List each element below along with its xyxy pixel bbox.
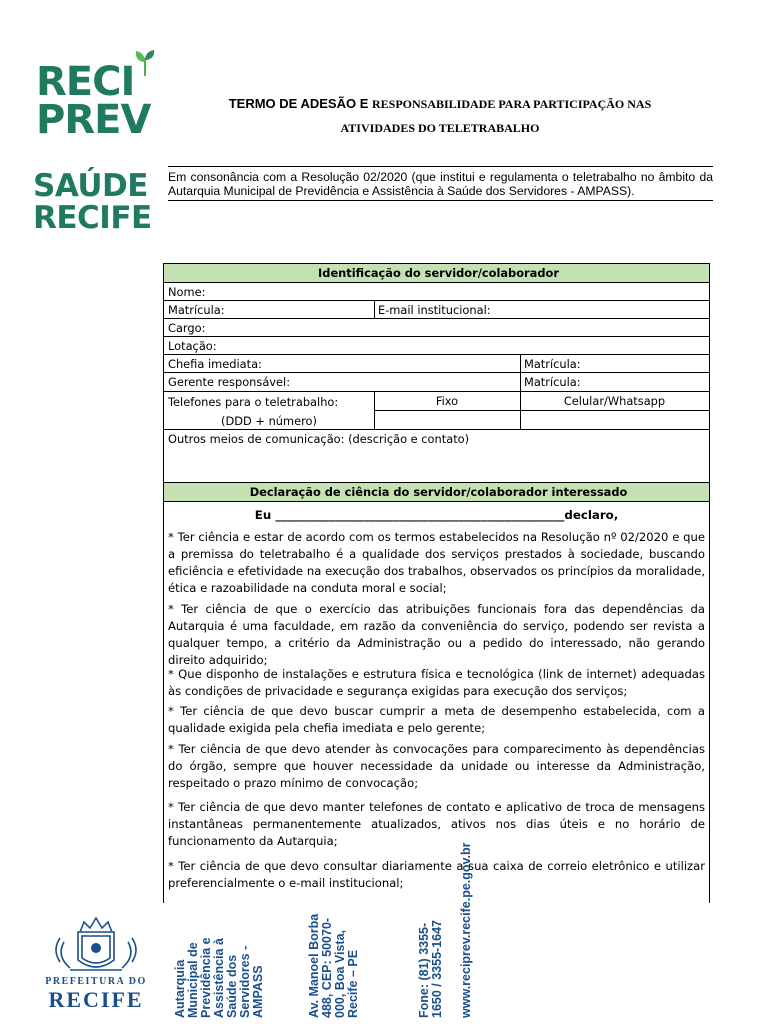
declaration-item: * Ter ciência de que o exercício das atribuições funcionais fora das dependências da Autarquia é uma faculdade, em razão da conveniência do serviço, podendo ser revista a qualquer tempo, a critério da Administração ou a pedido do interessado, não gerando direito adquirido; (168, 602, 705, 667)
row-telefones (164, 392, 709, 430)
row-chefia (164, 355, 709, 373)
row-outros (164, 430, 709, 483)
title-part1: TERMO DE ADESÃO E (228, 96, 372, 111)
section-identificacao-header (164, 264, 709, 283)
recife-text: RECIFE (48, 987, 144, 1012)
leaf-icon (134, 50, 156, 76)
footer-line-phone: Fone: (81) 3355-1650 / 3355-1647 (417, 919, 444, 1018)
saude-logo-line2: RECIFE (33, 200, 152, 236)
saude-logo-line1: SAÚDE (33, 168, 148, 204)
footer-line-website[interactable]: www.reciprev.recife.pe.gov.br (459, 842, 473, 1018)
declaro-label: declaro, (564, 508, 619, 522)
nome-field[interactable]: Nome: (168, 284, 206, 299)
outros-field[interactable]: Outros meios de comunicação: (descrição e contato) (168, 432, 470, 446)
declaration-item: * Ter ciência de que devo consultar diariamente a sua caixa de correio eletrônico e utilizar preferencialmente o e-mail institucional; (168, 859, 705, 890)
chefia-field[interactable]: Chefia imediata: (168, 356, 262, 371)
eu-label: Eu (254, 508, 276, 522)
reciprev-logo-line2: PREV (36, 97, 151, 143)
intro-paragraph: Em consonância com a Resolução 02/2020 (que institui e regulamenta o teletrabalho no âmbito da Autarquia Municipal de Previdência e Assistência à Saúde dos Servidores - AMPASS). (168, 166, 713, 201)
telefones-label: Telefones para o teletrabalho: (168, 394, 339, 409)
footer-line-autarquia: Autarquia Municipal de Previdência e Assistência à Saúde dos Servidores - AMPASS (173, 937, 265, 1018)
gerente-field[interactable]: Gerente responsável: (168, 375, 291, 389)
email-field[interactable]: E-mail institucional: (378, 302, 491, 317)
cargo-field[interactable]: Cargo: (168, 320, 206, 335)
title-part2: RESPONSABILIDADE PARA PARTICIPAÇÃO NAS (371, 97, 652, 111)
row-lotacao (164, 337, 709, 355)
prefeitura-text: PREFEITURA DO (45, 976, 147, 987)
lotacao-field[interactable]: Lotação: (168, 338, 217, 353)
gerente-matricula-field[interactable]: Matrícula: (524, 375, 581, 389)
adhesion-form (163, 263, 710, 903)
declaration-item: * Ter ciência de que devo buscar cumprir a meta de desempenho estabelecida, com a qualidade exigida pela chefia imediata e pelo gerente; (168, 704, 705, 735)
declaro-line (164, 508, 709, 522)
section-identificacao-title: Identificação do servidor/colaborador (164, 264, 709, 282)
declaration-item: * Ter ciência de que devo manter telefones de contato e aplicativo de troca de mensagens instantâneas permanentemente atualizados, ativos nos dias úteis e no horário de funcionamento da Autarquia; (168, 800, 705, 848)
ddd-label: (DDD + número) (221, 413, 317, 428)
row-gerente (164, 373, 709, 392)
section-declaracao-title: Declaração de ciência do servidor/colaborador interessado (164, 483, 709, 501)
declaration-item: * Ter ciência e estar de acordo com os termos estabelecidos na Resolução nº 02/2020 e que a premissa do teletrabalho é a qualidade dos serviços prestados à sociedade, buscando eficiência e efetividade na execução dos trabalhos, observados os princípios da moralidade, ética e razoabilidade na conduta moral e social; (168, 530, 705, 595)
reciprev-logo-line1: RECI (36, 59, 135, 105)
declaration-item: * Que disponho de instalações e estrutura física e tecnológica (link de internet) adequadas às condições de privacidade e segurança exigidas para execução dos serviços; (168, 667, 705, 698)
prefeitura-recife-logo (30, 912, 162, 1012)
reciprev-logo (36, 50, 156, 143)
row-cargo (164, 319, 709, 337)
declaration-item: * Ter ciência de que devo atender às convocações para comparecimento às dependências do órgão, sempre que houver necessidade da unidade ou interesse da Administração, respeitado o prazo mínimo de convocação; (168, 742, 705, 790)
saude-recife-logo (33, 170, 158, 240)
eu-name-blank[interactable]: _________________________________________________ (275, 508, 565, 522)
matricula-field[interactable]: Matrícula: (168, 302, 225, 317)
section-declaracao-header (164, 483, 709, 502)
city-crest-icon (30, 912, 162, 976)
footer-line-address: Av. Manoel Borba 488, CEP: 50070-000, Boa Vista, Recife – PE (307, 913, 360, 1018)
fixo-label: Fixo (374, 392, 520, 411)
row-matricula-email (164, 301, 709, 319)
chefia-matricula-field[interactable]: Matrícula: (524, 356, 581, 371)
document-title-line1 (170, 96, 710, 112)
celular-label: Celular/Whatsapp (520, 392, 709, 411)
document-title-line2: ATIVIDADES DO TELETRABALHO (340, 121, 540, 135)
row-nome (164, 283, 709, 301)
